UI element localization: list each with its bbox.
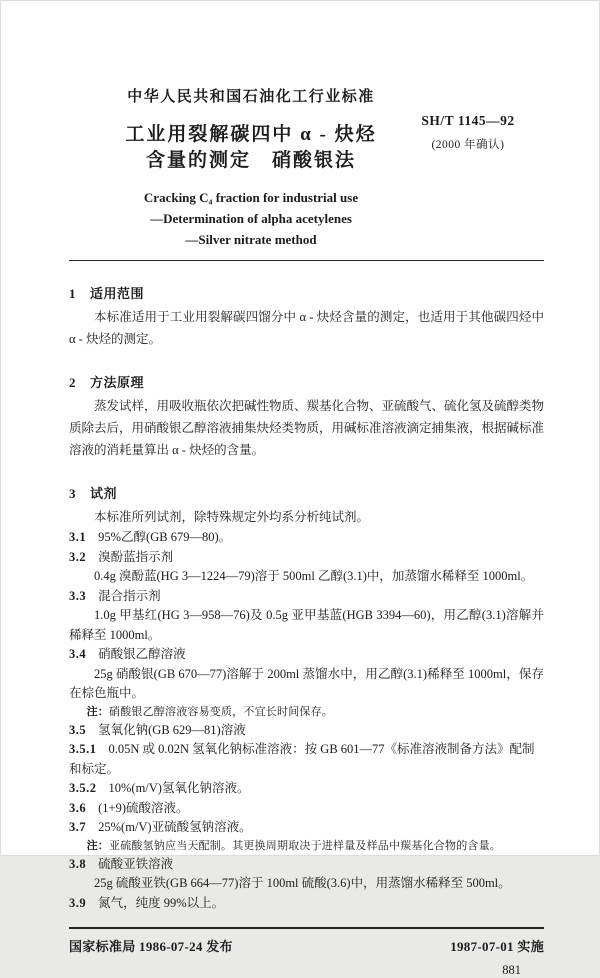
footer-implementation-date: 1987-07-01 实施 [450,939,544,954]
section-3-heading [69,483,544,502]
reagent-item-number: 3.5 [69,722,87,737]
reagent-item-number: 3.2 [69,549,87,564]
reagent-item-number: 3.6 [69,800,87,815]
note-label: 注： [86,839,109,852]
reagent-item-text: 混合指示剂 [98,588,161,603]
note-text: 硝酸银乙醇溶液容易变质，不宜长时间保存。 [109,705,333,718]
reagent-item-text: 95%乙醇(GB 679—80)。 [98,530,232,544]
reagent-detail-3-4: 25g 硝酸银(GB 670—77)溶解于 200ml 蒸馏水中，用乙醇(3.1)稀释至 1000ml，保存在棕色瓶中。 [69,666,544,700]
reagent-note-3-7 [69,838,544,855]
reagent-item-text: 10%(m/V)氢氧化钠溶液。 [108,781,250,795]
reagent-item-3-9 [69,894,544,914]
reagent-item-number: 3.1 [69,530,87,544]
reagent-item-3-8 [69,855,544,875]
standard-number-block [393,113,543,152]
confirmation-year: (2000 年确认) [431,139,505,151]
section-2-title: 方法原理 [90,375,145,390]
section-1-title: 适用范围 [90,286,145,301]
section-1-paragraph: 本标准适用于工业用裂解碳四馏分中 α - 炔烃含量的测定，也适用于其他碳四烃中 α - 炔烃的测定。 [69,310,544,346]
reagent-item-3-7 [69,818,544,838]
document-footer [69,929,544,955]
section-2-heading [69,372,544,391]
note-label: 注： [86,705,109,718]
reagent-item-number: 3.9 [69,895,87,910]
reagent-item-text: 硫酸亚铁溶液 [98,856,174,871]
reagent-detail-3-8: 25g 硫酸亚铁(GB 664—77)溶于 100ml 硫酸(3.6)中，用蒸馏水稀释至 500ml。 [94,876,511,890]
reagent-item-text: 0.05N 或 0.02N 氢氧化钠标准溶液：按 GB 601—77《标准溶液制备方法》配制和标定。 [69,742,535,776]
section-3-title: 试剂 [90,486,118,501]
reagent-item-3-3 [69,587,544,607]
reagent-item-number: 3.4 [69,647,87,661]
reagent-detail-3-3: 1.0g 甲基红(HG 3—958—76)及 0.5g 亚甲基蓝(HGB 3394—60)，用乙醇(3.1)溶解并稀释至 1000ml。 [69,608,544,642]
header-divider-rule [69,260,544,261]
english-title-line3: —Silver nitrate method [185,232,317,247]
page-number: 881 [502,963,521,977]
standard-header [1,1,599,250]
reagent-detail-3-2: 0.4g 溴酚蓝(HG 3—1224—79)溶于 500ml 乙醇(3.1)中，加蒸馏水稀释至 1000ml。 [94,569,534,583]
reagent-item-text: 25%(m/V)亚硫酸氢钠溶液。 [98,820,252,834]
reagent-item-text: 氢氧化钠(GB 629—81)溶液 [98,722,246,737]
reagent-item-3-1 [69,528,544,548]
standard-number: SH/T 1145—92 [421,113,515,128]
english-title-line1: Cracking C₄ fraction for industrial use [143,190,359,205]
reagent-note-3-4 [69,704,544,721]
header-title-block [53,85,449,250]
reagent-item-text: 溴酚蓝指示剂 [98,549,174,564]
standard-org-line: 中华人民共和国石油化工行业标准 [127,89,375,105]
footer-issued-by: 国家标准局 1986-07-24 发布 [69,939,233,954]
reagent-item-text: (1+9)硫酸溶液。 [98,800,189,815]
reagent-item-3-5 [69,721,544,741]
section-3-number: 3 [69,486,76,501]
section-1-heading [69,283,544,302]
standard-title-line1: 工业用裂解碳四中 α - 炔烃 [125,124,377,145]
reagent-item-number: 3.8 [69,856,87,871]
reagent-item-text: 硝酸银乙醇溶液 [98,647,186,661]
document-body [69,283,544,913]
reagent-item-text: 氮气，纯度 99%以上。 [98,895,225,910]
standard-title-line2: 含量的测定 硝酸银法 [145,150,356,171]
section-3-intro: 本标准所列试剂，除特殊规定外均系分析纯试剂。 [94,510,370,524]
reagent-item-number: 3.5.1 [69,742,97,756]
section-2-number: 2 [69,375,76,390]
reagent-item-3-2 [69,548,544,568]
note-text: 亚硫酸氢钠应当天配制。其更换周期取决于进样量及样品中羰基化合物的含量。 [109,839,501,852]
english-title-line2: —Determination of alpha acetylenes [150,211,352,226]
reagent-item-number: 3.7 [69,820,87,834]
reagent-item-number: 3.3 [69,588,87,603]
section-1-number: 1 [69,286,76,301]
reagent-item-3-5-1 [69,740,544,779]
reagent-item-3-4 [69,645,544,665]
reagent-item-3-5-2 [69,779,544,799]
reagent-item-number: 3.5.2 [69,781,97,795]
reagent-item-3-6 [69,799,544,819]
section-2-paragraph: 蒸发试样，用吸收瓶依次把碱性物质、羰基化合物、亚硫酸气、硫化氢及硫醇类物质除去后，用硝酸银乙醇溶液捕集炔烃类物质，用碱标准溶液滴定捕集液，根据碱标准溶液的消耗量算出 α - 炔烃的含量。 [69,399,545,457]
